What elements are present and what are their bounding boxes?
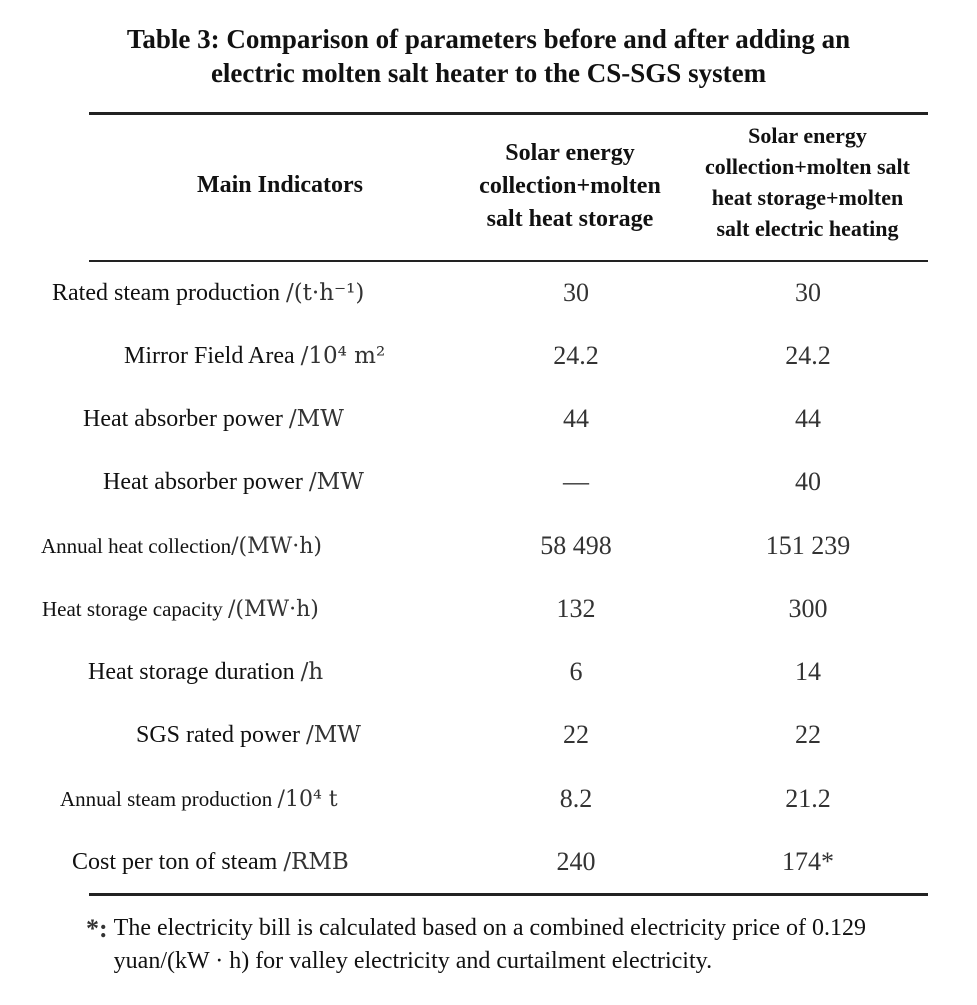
footnote-line-2: yuan/(kW · h) for valley electricity and curtailment electricity. <box>113 948 713 974</box>
row-value-col2: 21.2 <box>785 784 831 813</box>
row-value-col2: 40 <box>795 467 821 496</box>
row-label: Annual steam production /10⁴ t <box>60 787 338 812</box>
footnote-line-1: The electricity bill is calculated based on a combined electricity price of 0.129 <box>113 915 867 941</box>
row-value-col1: 22 <box>563 720 589 749</box>
footnote-text <box>114 912 924 978</box>
table-footnote <box>86 912 946 978</box>
table-caption <box>0 22 977 90</box>
row-label: Rated steam production /(t·h⁻¹) <box>52 280 365 306</box>
row-value-col1: 58 498 <box>540 531 612 560</box>
row-value-col1: 24.2 <box>553 341 599 370</box>
row-value-col1: 44 <box>563 404 589 433</box>
row-label: Heat absorber power /MW <box>103 469 364 495</box>
caption-line-1: Table 3: Comparison of parameters before and after adding an <box>126 24 851 54</box>
row-value-col2: 151 239 <box>765 531 851 560</box>
header-column-1 <box>450 137 690 236</box>
row-value-col2: 174* <box>782 847 834 876</box>
table-row <box>0 832 977 892</box>
header-column-1-line: Solar energy <box>505 140 635 166</box>
header-column-1-line: salt heat storage <box>486 206 654 232</box>
row-value-col1: 8.2 <box>559 784 593 813</box>
header-column-1-line: collection+molten <box>479 173 661 199</box>
header-column-2 <box>680 120 935 244</box>
header-rule <box>89 260 928 262</box>
row-label: Cost per ton of steam /RMB <box>72 849 349 875</box>
row-value-col2: 22 <box>795 720 821 749</box>
footnote-marker: *: <box>86 914 108 943</box>
table-row <box>0 263 977 323</box>
row-label: Heat storage duration /h <box>88 659 324 685</box>
row-value-col1: 6 <box>569 657 583 686</box>
table-row <box>0 769 977 829</box>
caption-line-2: electric molten salt heater to the CS-SGS system <box>210 58 767 88</box>
header-column-2-line: salt electric heating <box>716 216 899 241</box>
row-value-col2: 30 <box>795 278 821 307</box>
row-label: Mirror Field Area /10⁴ m² <box>124 343 386 369</box>
table-row <box>0 516 977 576</box>
row-label: Heat storage capacity /(MW·h) <box>42 597 319 622</box>
table-row <box>0 642 977 702</box>
row-value-col2: 44 <box>795 404 821 433</box>
top-rule <box>89 112 928 115</box>
row-value-col2: 24.2 <box>785 341 831 370</box>
header-column-2-line: Solar energy <box>748 123 867 148</box>
row-value-col1: 30 <box>563 278 589 307</box>
row-label: Annual heat collection/(MW·h) <box>41 534 322 559</box>
header-main-indicators: Main Indicators <box>196 172 363 198</box>
header-column-2-line: collection+molten salt <box>705 154 910 179</box>
row-value-col1: 240 <box>556 847 596 876</box>
bottom-rule <box>89 893 928 896</box>
row-label: Heat absorber power /MW <box>83 406 344 432</box>
row-value-col1: 132 <box>556 594 596 623</box>
row-value-col1: — <box>563 467 589 496</box>
header-column-2-line: heat storage+molten <box>711 185 904 210</box>
row-label: SGS rated power /MW <box>136 722 361 748</box>
table-row <box>0 579 977 639</box>
table-row <box>0 452 977 512</box>
table-row <box>0 389 977 449</box>
row-value-col2: 14 <box>795 657 821 686</box>
row-value-col2: 300 <box>788 594 828 623</box>
table-row <box>0 326 977 386</box>
table-row <box>0 705 977 765</box>
